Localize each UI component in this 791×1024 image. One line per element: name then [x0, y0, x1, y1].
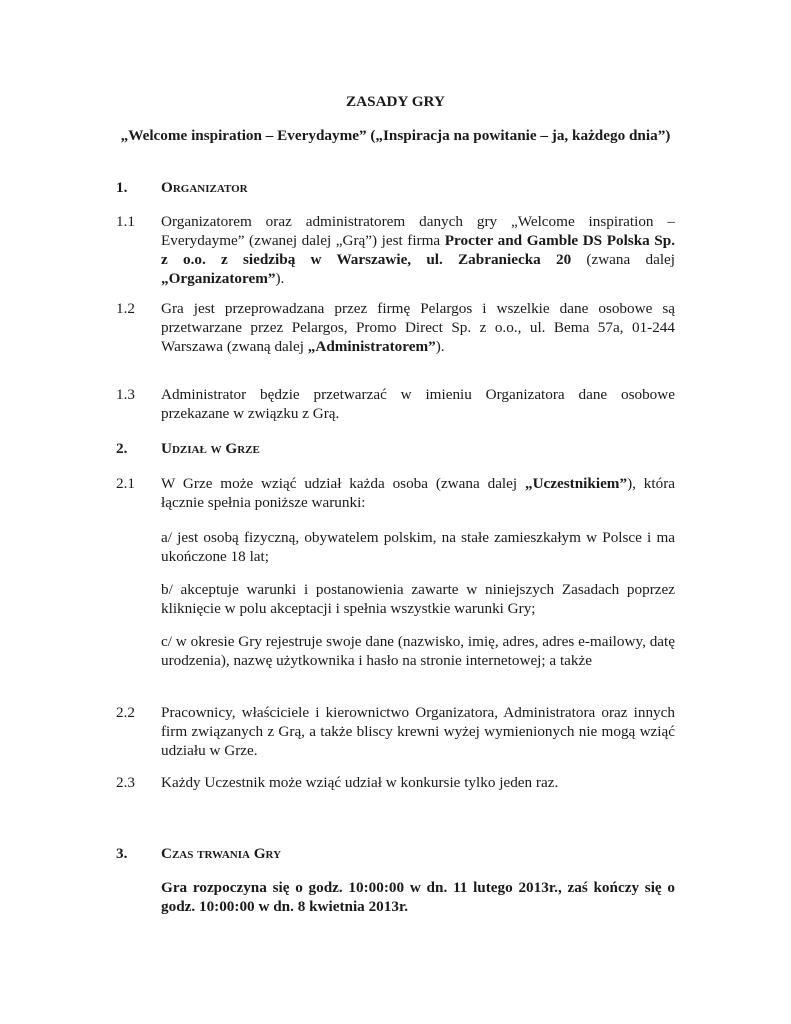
clause-text: (zwana dalej [571, 251, 676, 268]
clause-2-2: Pracownicy, właściciele i kierownictwo Organizatora, Administratora oraz innych firm związanych z Grą, a także bliscy krewni wyżej wymienionych nie mogą wziąć udziału w Grze. [161, 704, 675, 759]
clause-text: Gra jest przeprowadzana przez firmę Pelargos i wszelkie dane osobowe są przetwarzane przez Pelargos, Promo Direct Sp. z o.o., ul. Bema 57a, 01-244 Warszawa (zwaną dalej [161, 300, 675, 355]
clause-number: 2.1 [116, 475, 135, 492]
clause-1-2 [161, 299, 675, 356]
game-duration: Gra rozpoczyna się o godz. 10:00:00 w dn. 11 lutego 2013r., zaś kończy się o godz. 10:00:00 w dn. 8 kwietnia 2013r. [161, 879, 675, 915]
clause-number: 1.2 [116, 300, 135, 317]
defined-term: „Administratorem” [307, 338, 436, 355]
clause-number: 1.3 [116, 386, 135, 403]
section-number: 2. [116, 440, 128, 457]
clause-number: 1.1 [116, 213, 135, 230]
section-heading-organizator: Organizator [161, 179, 248, 196]
clause-text: W Grze może wziąć udział każda osoba (zwana dalej [161, 475, 525, 492]
clause-text: Organizatorem oraz administratorem danych gry „Welcome inspiration – Everydayme” (zwanej dalej „Grą”) jest firma [161, 213, 675, 249]
clause-1-1 [161, 212, 675, 288]
document-subtitle: „Welcome inspiration – Everydayme” („Inspiracja na powitanie – ja, każdego dnia”) [120, 127, 671, 144]
document-title: ZASADY GRY [346, 93, 445, 110]
section-number: 1. [116, 179, 128, 196]
clause-2-3: Każdy Uczestnik może wziąć udział w konkursie tylko jeden raz. [161, 774, 559, 791]
clause-number: 2.3 [116, 774, 135, 791]
clause-number: 2.2 [116, 704, 135, 721]
clause-text: ). [435, 338, 445, 355]
clause-text: ), która łącznie spełnia poniższe warunki: [161, 475, 675, 511]
condition-a: a/ jest osobą fizyczną, obywatelem polskim, na stałe zamieszkałym w Polsce i ma ukończone 18 lat; [161, 529, 675, 565]
clause-text: ). [275, 270, 285, 287]
organizer-name: Procter and Gamble DS Polska Sp. z o.o. z siedzibą w Warszawie, ul. Zabraniecka 20 [161, 232, 675, 268]
defined-term: „Uczestnikiem” [524, 475, 628, 492]
condition-b: b/ akceptuje warunki i postanowienia zawarte w niniejszych Zasadach poprzez kliknięcie w polu akceptacji i spełnia wszystkie warunki Gry; [161, 581, 675, 617]
clause-1-3: Administrator będzie przetwarzać w imieniu Organizatora dane osobowe przekazane w związku z Grą. [161, 386, 675, 422]
condition-c: c/ w okresie Gry rejestruje swoje dane (nazwisko, imię, adres, adres e-mailowy, datę urodzenia), nazwę użytkownika i hasło na stronie internetowej; a także [161, 633, 675, 669]
defined-term: „Organizatorem” [161, 270, 276, 287]
section-number: 3. [116, 845, 128, 862]
section-heading-czas: Czas trwania Gry [161, 845, 282, 862]
clause-2-1 [161, 474, 675, 512]
section-heading-udzial: Udział w Grze [161, 440, 260, 457]
